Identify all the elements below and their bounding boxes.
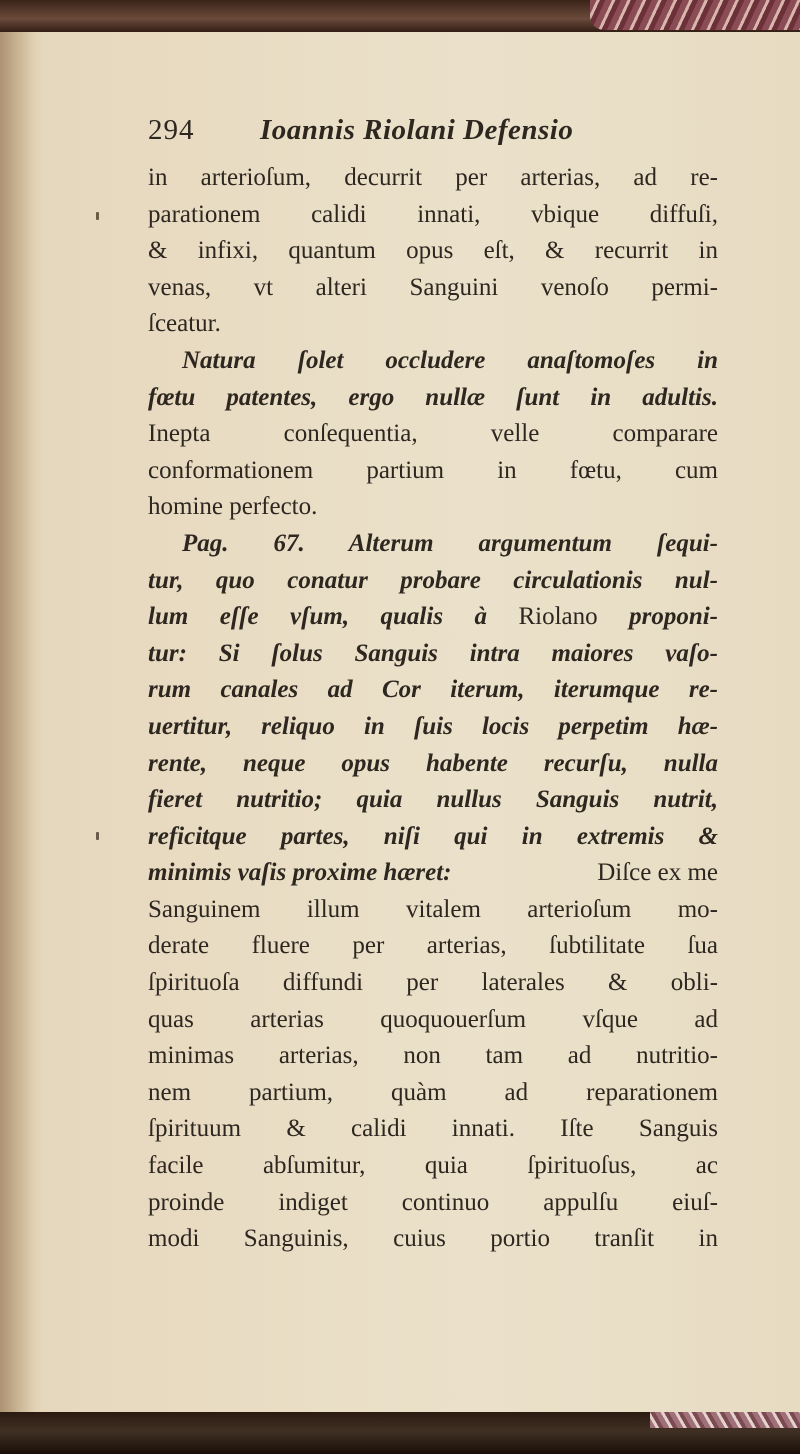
text-line: derate fluere per arterias, ſubtilitate ſua <box>148 932 718 960</box>
text-line-mixed <box>148 855 718 892</box>
text-line: conformationem partium in fœtu, cum <box>148 456 718 484</box>
running-title: Ioannis Riolani Defensio <box>260 114 574 146</box>
text-line-italic: uertitur, reliquo in ſuis locis perpetim hæ- <box>148 712 718 740</box>
text-line-italic: rente, neque opus habente recurſu, nulla <box>148 749 718 777</box>
text-line: parationem calidi innati, vbique diffuſi, <box>148 200 718 228</box>
text-line: minimas arterias, non tam ad nutritio- <box>148 1042 718 1070</box>
roman-segment: Diſce ex me <box>597 859 718 887</box>
top-binding <box>0 0 800 34</box>
italic-segment: minimis vaſis proxime hæret: <box>148 859 452 887</box>
text-line: modi Sanguinis, cuius portio tranſit in <box>148 1225 718 1253</box>
text-line: & infixi, quantum opus eſt, & recurrit in <box>148 237 718 265</box>
text-line-italic: Pag. 67. Alterum argumentum ſequi- <box>182 529 718 557</box>
text-line: Sanguinem illum vitalem arterioſum mo- <box>148 895 718 923</box>
page-header <box>148 114 718 160</box>
text-line: in arterioſum, decurrit per arterias, ad re- <box>148 164 718 191</box>
gutter-shadow <box>0 32 34 1416</box>
book-page <box>0 32 800 1416</box>
text-line-italic: fieret nutritio; quia nullus Sanguis nutrit, <box>148 786 718 814</box>
binding-cord <box>650 1412 800 1428</box>
text-block <box>148 114 718 1258</box>
text-line: quas arterias quoquouerſum vſque ad <box>148 1005 718 1033</box>
text-line-italic: fœtu patentes, ergo nullæ ſunt in adultis. <box>148 383 718 411</box>
margin-mark <box>96 212 99 220</box>
text-line: proinde indiget continuo appulſu eiuſ- <box>148 1188 718 1216</box>
margin-mark <box>96 832 99 840</box>
text-line: facile abſumitur, quia ſpirituoſus, ac <box>148 1152 718 1180</box>
text-line: nem partium, quàm ad reparationem <box>148 1078 718 1106</box>
text-line: Inepta conſequentia, velle comparare <box>148 420 718 448</box>
roman-name: Riolano <box>518 603 598 631</box>
text-line-italic: lum eſſe vſum, qualis à Riolano proponi- <box>148 599 718 636</box>
text-line: ſpirituoſa diffundi per laterales & obli- <box>148 969 718 997</box>
text-line: ſceatur. <box>148 310 221 338</box>
text-line-italic: rum canales ad Cor iterum, iterumque re- <box>148 676 718 704</box>
binding-cord <box>590 0 800 30</box>
text-line: ſpirituum & calidi innati. Iſte Sanguis <box>148 1115 718 1143</box>
text-line: homine perfecto. <box>148 493 318 521</box>
text-line-italic: reficitque partes, niſi qui in extremis & <box>148 822 718 850</box>
bottom-binding <box>0 1412 800 1454</box>
text-line-italic: tur, quo conatur probare circulationis nul- <box>148 566 718 594</box>
text-line-italic: Natura ſolet occludere anaſtomoſes in <box>182 346 718 374</box>
text-line-italic: tur: Si ſolus Sanguis intra maiores vaſo- <box>148 639 718 667</box>
text-line: venas, vt alteri Sanguini venoſo permi- <box>148 273 718 301</box>
page-number: 294 <box>148 114 195 146</box>
